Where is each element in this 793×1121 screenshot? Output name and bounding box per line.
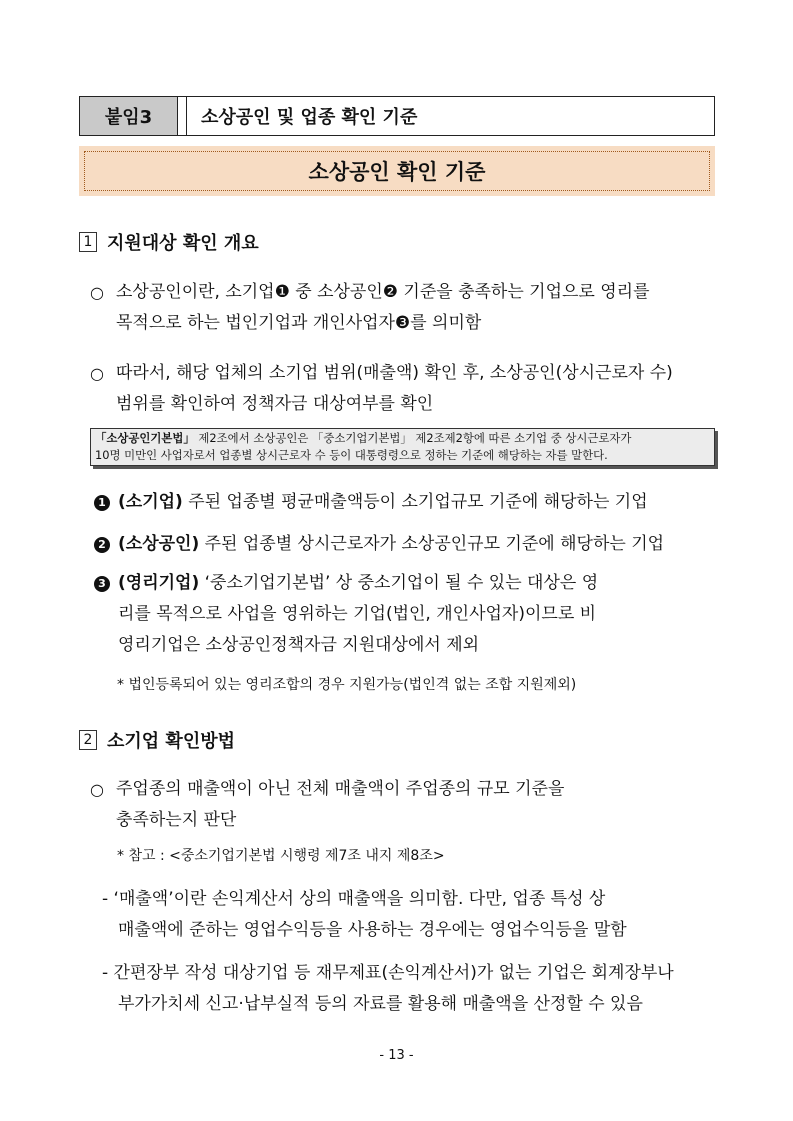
bullet-circle: ○ <box>90 364 104 383</box>
definition-text: ‘중소기업기본법’ 상 중소기업이 될 수 있는 대상은 영 <box>199 573 599 593</box>
definition-small-business <box>94 487 719 518</box>
text-line: - ‘매출액’이란 손익계산서 상의 매출액을 의미함. 다만, 업종 특성 상 <box>102 889 606 909</box>
number-badge: 3 <box>94 576 110 592</box>
definition-small-merchant <box>94 529 719 560</box>
text-line: - 간편장부 작성 대상기업 등 재무제표(손익계산서)가 없는 기업은 회계장부나 <box>102 963 674 983</box>
definition-text: 주된 업종별 평균매출액등이 소기업규모 기준에 해당하는 기업 <box>182 492 648 512</box>
banner-title: 소상공인 확인 기준 <box>84 151 710 191</box>
definition-text: 주된 업종별 상시근로자가 소상공인규모 기준에 해당하는 기업 <box>199 534 665 554</box>
definition-term: (소기업) <box>118 492 183 512</box>
bullet-circle: ○ <box>90 283 104 302</box>
paragraph-revenue-criteria <box>90 774 726 836</box>
definition-term: (소상공인) <box>118 534 200 554</box>
page-number: - 13 - <box>379 1048 414 1063</box>
section-title: 지원대상 확인 개요 <box>107 233 259 254</box>
section-1-heading <box>79 229 259 255</box>
law-name: 「소상공인기본법」 <box>95 431 195 445</box>
paragraph-revenue-definition <box>102 884 722 946</box>
text-line: 따라서, 해당 업체의 소기업 범위(매출액) 확인 후, 소상공인(상시근로자 수) <box>116 363 673 383</box>
text-line: 소상공인이란, 소기업❶ 중 소상공인❷ 기준을 충족하는 기업으로 영리를 <box>116 282 650 302</box>
paragraph-simple-bookkeeping <box>102 958 722 1020</box>
definition-term: (영리기업) <box>118 573 200 593</box>
note-text: 제2조에서 소상공인은 「중소기업기본법」 제2조제2항에 따른 소기업 중 상시근로자가 <box>194 431 632 445</box>
appendix-title: 소상공인 및 업종 확인 기준 <box>186 97 714 135</box>
definition-for-profit <box>94 568 719 661</box>
text-line: 부가가치세 신고·납부실적 등의 자료를 활용해 매출액을 산정할 수 있음 <box>118 994 643 1014</box>
text-line: 주업종의 매출액이 아닌 전체 매출액이 주업종의 규모 기준을 <box>116 779 565 799</box>
text-line: 영리기업은 소상공인정책자금 지원대상에서 제외 <box>118 635 480 655</box>
section-title: 소기업 확인방법 <box>107 731 235 752</box>
text-line: 충족하는지 판단 <box>116 810 237 830</box>
title-banner <box>79 146 715 196</box>
section-number-box: 2 <box>79 730 97 750</box>
note-text: 10명 미만인 사업자로서 업종별 상시근로자 수 등이 대통령령으로 정하는 기준에 해당하는 자를 말한다. <box>95 448 608 462</box>
section-2-heading <box>79 727 235 753</box>
number-badge: 1 <box>94 495 110 511</box>
paragraph-check-procedure <box>90 358 726 420</box>
number-badge: 2 <box>94 537 110 553</box>
text-line: 범위를 확인하여 정책자금 대상여부를 확인 <box>116 394 434 414</box>
section-number-box: 1 <box>79 232 97 252</box>
paragraph-small-business-definition <box>90 277 726 339</box>
reference-note: * 참고 : <중소기업기본법 시행령 제7조 내지 제8조> <box>117 848 445 864</box>
footnote-cooperative: * 법인등록되어 있는 영리조합의 경우 지원가능(법인격 없는 조합 지원제외) <box>117 677 577 693</box>
law-reference-note <box>90 428 715 466</box>
appendix-header <box>79 96 715 136</box>
text-line: 목적으로 하는 법인기업과 개인사업자❸를 의미함 <box>116 313 482 333</box>
text-line: 리를 목적으로 사업을 영위하는 기업(법인, 개인사업자)이므로 비 <box>118 604 597 624</box>
appendix-label: 붙임3 <box>80 97 178 135</box>
bullet-circle: ○ <box>90 780 104 799</box>
text-line: 매출액에 준하는 영업수익등을 사용하는 경우에는 영업수익등을 말함 <box>118 920 627 940</box>
